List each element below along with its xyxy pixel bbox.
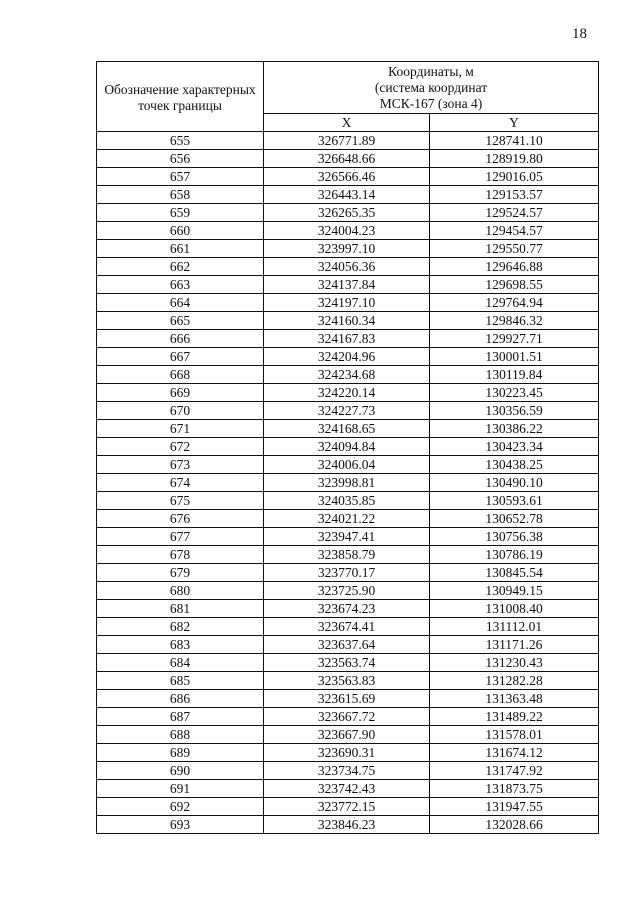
point-id-cell: 674 <box>97 474 264 492</box>
table-row <box>97 420 599 438</box>
y-coordinate-cell: 129846.32 <box>430 312 599 330</box>
point-id-cell: 666 <box>97 330 264 348</box>
point-id-cell: 676 <box>97 510 264 528</box>
x-coordinate-cell: 324204.96 <box>264 348 430 366</box>
point-id-cell: 656 <box>97 150 264 168</box>
x-coordinate-cell: 324220.14 <box>264 384 430 402</box>
point-id-cell: 686 <box>97 690 264 708</box>
table-row <box>97 546 599 564</box>
x-coordinate-cell: 324004.23 <box>264 222 430 240</box>
y-coordinate-cell: 129698.55 <box>430 276 599 294</box>
point-id-cell: 689 <box>97 744 264 762</box>
table-row <box>97 330 599 348</box>
table-row <box>97 564 599 582</box>
y-coordinate-cell: 131008.40 <box>430 600 599 618</box>
point-id-cell: 659 <box>97 204 264 222</box>
point-id-cell: 672 <box>97 438 264 456</box>
point-id-cell: 655 <box>97 132 264 150</box>
y-coordinate-cell: 129927.71 <box>430 330 599 348</box>
point-id-cell: 663 <box>97 276 264 294</box>
coordinates-table <box>96 61 599 834</box>
table-row <box>97 654 599 672</box>
y-coordinate-cell: 129550.77 <box>430 240 599 258</box>
point-id-cell: 662 <box>97 258 264 276</box>
x-coordinate-cell: 324021.22 <box>264 510 430 528</box>
x-coordinate-cell: 323725.90 <box>264 582 430 600</box>
table-row <box>97 474 599 492</box>
table-row <box>97 384 599 402</box>
point-id-cell: 681 <box>97 600 264 618</box>
table-row <box>97 726 599 744</box>
x-coordinate-cell: 324137.84 <box>264 276 430 294</box>
table-row <box>97 600 599 618</box>
y-coordinate-cell: 130786.19 <box>430 546 599 564</box>
y-coordinate-cell: 131947.55 <box>430 798 599 816</box>
y-coordinate-cell: 129646.88 <box>430 258 599 276</box>
table-row <box>97 402 599 420</box>
table-row <box>97 510 599 528</box>
table-body <box>97 132 599 834</box>
x-coordinate-cell: 323667.90 <box>264 726 430 744</box>
y-coordinate-cell: 131363.48 <box>430 690 599 708</box>
point-label-header: Обозначение характерных точек границы <box>97 62 264 132</box>
y-coordinate-cell: 130756.38 <box>430 528 599 546</box>
table-row <box>97 744 599 762</box>
point-id-cell: 692 <box>97 798 264 816</box>
point-id-cell: 671 <box>97 420 264 438</box>
table-row <box>97 762 599 780</box>
y-column-header: Y <box>430 114 599 132</box>
point-id-cell: 669 <box>97 384 264 402</box>
point-id-cell: 693 <box>97 816 264 834</box>
y-coordinate-cell: 128741.10 <box>430 132 599 150</box>
x-coordinate-cell: 326566.46 <box>264 168 430 186</box>
table-row <box>97 222 599 240</box>
y-coordinate-cell: 131282.28 <box>430 672 599 690</box>
table-row <box>97 690 599 708</box>
y-coordinate-cell: 130949.15 <box>430 582 599 600</box>
point-id-cell: 657 <box>97 168 264 186</box>
page-number: 18 <box>572 26 587 42</box>
x-coordinate-cell: 323674.41 <box>264 618 430 636</box>
x-coordinate-cell: 326265.35 <box>264 204 430 222</box>
x-coordinate-cell: 323667.72 <box>264 708 430 726</box>
x-coordinate-cell: 323734.75 <box>264 762 430 780</box>
point-id-cell: 679 <box>97 564 264 582</box>
y-coordinate-cell: 130356.59 <box>430 402 599 420</box>
table-row <box>97 132 599 150</box>
coordinates-header <box>264 62 599 114</box>
coordinates-header-line3: МСК-167 (зона 4) <box>379 95 483 111</box>
point-id-cell: 680 <box>97 582 264 600</box>
coordinates-header-line2: (система координат <box>374 79 488 95</box>
point-id-cell: 687 <box>97 708 264 726</box>
table-row <box>97 528 599 546</box>
y-coordinate-cell: 129524.57 <box>430 204 599 222</box>
y-coordinate-cell: 130001.51 <box>430 348 599 366</box>
y-coordinate-cell: 129454.57 <box>430 222 599 240</box>
table-row <box>97 276 599 294</box>
point-id-cell: 668 <box>97 366 264 384</box>
y-coordinate-cell: 130438.25 <box>430 456 599 474</box>
point-id-cell: 673 <box>97 456 264 474</box>
x-coordinate-cell: 323998.81 <box>264 474 430 492</box>
table-row <box>97 582 599 600</box>
x-coordinate-cell: 324094.84 <box>264 438 430 456</box>
table-row <box>97 312 599 330</box>
y-coordinate-cell: 131171.26 <box>430 636 599 654</box>
y-coordinate-cell: 131489.22 <box>430 708 599 726</box>
point-id-cell: 660 <box>97 222 264 240</box>
x-coordinate-cell: 324227.73 <box>264 402 430 420</box>
point-id-cell: 658 <box>97 186 264 204</box>
x-coordinate-cell: 323997.10 <box>264 240 430 258</box>
x-coordinate-cell: 323674.23 <box>264 600 430 618</box>
table-row <box>97 294 599 312</box>
table-header <box>97 62 599 132</box>
point-id-cell: 688 <box>97 726 264 744</box>
x-coordinate-cell: 323947.41 <box>264 528 430 546</box>
x-coordinate-cell: 323846.23 <box>264 816 430 834</box>
x-column-header: X <box>264 114 430 132</box>
y-coordinate-cell: 130223.45 <box>430 384 599 402</box>
y-coordinate-cell: 130386.22 <box>430 420 599 438</box>
x-coordinate-cell: 324035.85 <box>264 492 430 510</box>
point-id-cell: 670 <box>97 402 264 420</box>
point-id-cell: 667 <box>97 348 264 366</box>
point-id-cell: 691 <box>97 780 264 798</box>
y-coordinate-cell: 128919.80 <box>430 150 599 168</box>
table-row <box>97 366 599 384</box>
y-coordinate-cell: 130423.34 <box>430 438 599 456</box>
point-id-cell: 690 <box>97 762 264 780</box>
header-row-top <box>97 62 599 114</box>
table-row <box>97 438 599 456</box>
x-coordinate-cell: 324167.83 <box>264 330 430 348</box>
table-row <box>97 258 599 276</box>
y-coordinate-cell: 131873.75 <box>430 780 599 798</box>
x-coordinate-cell: 323742.43 <box>264 780 430 798</box>
table-row <box>97 618 599 636</box>
y-coordinate-cell: 130652.78 <box>430 510 599 528</box>
table-row <box>97 186 599 204</box>
point-id-cell: 684 <box>97 654 264 672</box>
point-id-cell: 682 <box>97 618 264 636</box>
x-coordinate-cell: 323563.83 <box>264 672 430 690</box>
table-row <box>97 816 599 834</box>
y-coordinate-cell: 129764.94 <box>430 294 599 312</box>
table-row <box>97 492 599 510</box>
table-row <box>97 348 599 366</box>
y-coordinate-cell: 131112.01 <box>430 618 599 636</box>
x-coordinate-cell: 324056.36 <box>264 258 430 276</box>
point-id-cell: 675 <box>97 492 264 510</box>
x-coordinate-cell: 324168.65 <box>264 420 430 438</box>
y-coordinate-cell: 129153.57 <box>430 186 599 204</box>
point-id-cell: 664 <box>97 294 264 312</box>
point-id-cell: 665 <box>97 312 264 330</box>
x-coordinate-cell: 323690.31 <box>264 744 430 762</box>
table-row <box>97 150 599 168</box>
y-coordinate-cell: 131674.12 <box>430 744 599 762</box>
coordinates-header-line1: Координаты, м <box>388 63 474 79</box>
y-coordinate-cell: 132028.66 <box>430 816 599 834</box>
point-id-cell: 677 <box>97 528 264 546</box>
y-coordinate-cell: 131578.01 <box>430 726 599 744</box>
y-coordinate-cell: 131747.92 <box>430 762 599 780</box>
table-row <box>97 636 599 654</box>
x-coordinate-cell: 323770.17 <box>264 564 430 582</box>
table-row <box>97 168 599 186</box>
y-coordinate-cell: 130845.54 <box>430 564 599 582</box>
x-coordinate-cell: 324197.10 <box>264 294 430 312</box>
x-coordinate-cell: 323615.69 <box>264 690 430 708</box>
y-coordinate-cell: 130490.10 <box>430 474 599 492</box>
point-id-cell: 683 <box>97 636 264 654</box>
table-row <box>97 708 599 726</box>
y-coordinate-cell: 130119.84 <box>430 366 599 384</box>
table-row <box>97 672 599 690</box>
x-coordinate-cell: 323637.64 <box>264 636 430 654</box>
x-coordinate-cell: 323563.74 <box>264 654 430 672</box>
point-id-cell: 678 <box>97 546 264 564</box>
y-coordinate-cell: 130593.61 <box>430 492 599 510</box>
table-row <box>97 780 599 798</box>
table-row <box>97 798 599 816</box>
x-coordinate-cell: 324006.04 <box>264 456 430 474</box>
x-coordinate-cell: 323858.79 <box>264 546 430 564</box>
y-coordinate-cell: 129016.05 <box>430 168 599 186</box>
y-coordinate-cell: 131230.43 <box>430 654 599 672</box>
table-row <box>97 456 599 474</box>
x-coordinate-cell: 324234.68 <box>264 366 430 384</box>
point-id-cell: 685 <box>97 672 264 690</box>
table-row <box>97 240 599 258</box>
point-id-cell: 661 <box>97 240 264 258</box>
x-coordinate-cell: 326443.14 <box>264 186 430 204</box>
x-coordinate-cell: 326771.89 <box>264 132 430 150</box>
table-row <box>97 204 599 222</box>
x-coordinate-cell: 324160.34 <box>264 312 430 330</box>
x-coordinate-cell: 326648.66 <box>264 150 430 168</box>
x-coordinate-cell: 323772.15 <box>264 798 430 816</box>
